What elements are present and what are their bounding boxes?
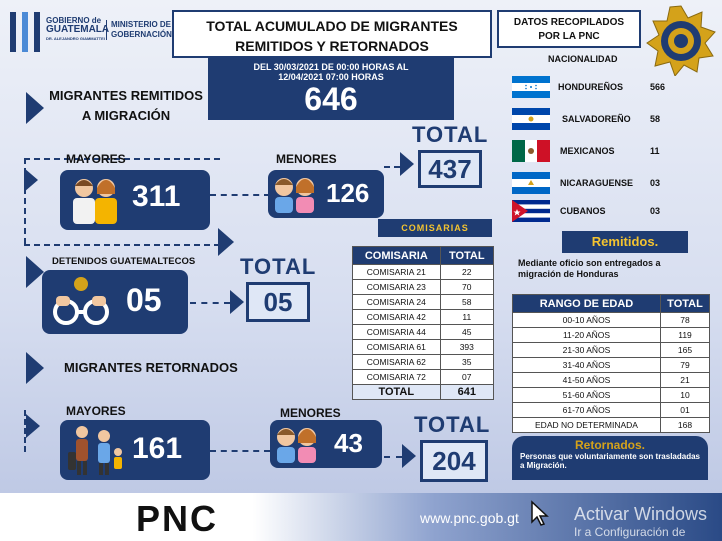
section-arrow bbox=[26, 414, 40, 438]
age-col-header: TOTAL bbox=[661, 295, 710, 313]
mexico-flag-icon bbox=[512, 140, 550, 162]
nationality-name: NICARAGUENSE bbox=[560, 178, 634, 188]
section-arrow bbox=[26, 352, 44, 384]
nationality-value: 58 bbox=[650, 114, 661, 124]
comisaria-name: COMISARIA 21 bbox=[353, 265, 441, 280]
nationality-value: 11 bbox=[650, 146, 660, 156]
comisaria-name: COMISARIA 42 bbox=[353, 310, 441, 325]
nacionalidad-title: NACIONALIDAD bbox=[548, 54, 618, 64]
age-total: 119 bbox=[661, 328, 710, 343]
honduras-flag-icon bbox=[512, 76, 550, 98]
remitidos-title-line1: MIGRANTES REMITIDOS bbox=[49, 88, 203, 103]
comisaria-total: 35 bbox=[440, 355, 493, 370]
section-arrow bbox=[230, 290, 244, 314]
ministry-line2: GOBERNACIÓN bbox=[111, 30, 172, 39]
period-box bbox=[208, 58, 454, 120]
comisaria-name: COMISARIA 24 bbox=[353, 295, 441, 310]
connector bbox=[384, 166, 400, 168]
data-source bbox=[497, 10, 641, 48]
nationality-name: CUBANOS bbox=[560, 206, 606, 216]
comisarias-total-label: TOTAL bbox=[353, 385, 441, 400]
nationality-name: HONDUREÑOS bbox=[558, 82, 624, 92]
handcuffs-icon bbox=[48, 274, 114, 330]
table-row bbox=[353, 370, 494, 385]
remitidos-total-value: 437 bbox=[418, 150, 482, 188]
table-row bbox=[353, 340, 494, 355]
comisarias-col-header: TOTAL bbox=[440, 247, 493, 265]
comisaria-total: 11 bbox=[440, 310, 493, 325]
table-row bbox=[513, 388, 710, 403]
watermark-line1: Activar Windows bbox=[574, 504, 708, 524]
table-row bbox=[513, 403, 710, 418]
nationality-row bbox=[512, 140, 712, 164]
retornados-total-label: TOTAL bbox=[414, 412, 491, 437]
main-title bbox=[172, 10, 492, 58]
connector bbox=[210, 450, 270, 452]
age-total: 168 bbox=[661, 418, 710, 433]
age-range: 41-50 AÑOS bbox=[513, 373, 661, 388]
retornados-menores-label: MENORES bbox=[280, 406, 341, 420]
government-logo bbox=[8, 10, 172, 54]
remitidos-menores-value: 126 bbox=[326, 178, 370, 208]
comisaria-total: 70 bbox=[440, 280, 493, 295]
retornados-total-value: 204 bbox=[420, 440, 488, 482]
remitidos-note-title: Remitidos. bbox=[562, 231, 688, 253]
ministry-line1: MINISTERIO DE bbox=[111, 20, 172, 29]
children-icon bbox=[270, 173, 320, 215]
age-range: 21-30 AÑOS bbox=[513, 343, 661, 358]
comisarias-table bbox=[352, 246, 494, 400]
connector bbox=[190, 302, 230, 304]
comisaria-name: COMISARIA 23 bbox=[353, 280, 441, 295]
retornados-section-label: MIGRANTES RETORNADOS bbox=[64, 360, 238, 375]
children-icon bbox=[272, 423, 322, 465]
connector bbox=[24, 244, 220, 246]
age-total: 01 bbox=[661, 403, 710, 418]
comisarias-col-header: COMISARIA bbox=[353, 247, 441, 265]
section-arrow bbox=[402, 444, 416, 468]
age-total: 21 bbox=[661, 373, 710, 388]
nationality-name: MEXICANOS bbox=[560, 146, 615, 156]
windows-watermark bbox=[574, 504, 707, 539]
comisaria-total: 45 bbox=[440, 325, 493, 340]
section-arrow bbox=[218, 228, 234, 256]
footer-pnc: PNC bbox=[136, 498, 219, 539]
age-range: 51-60 AÑOS bbox=[513, 388, 661, 403]
age-range: 61-70 AÑOS bbox=[513, 403, 661, 418]
remitidos-total-label: TOTAL bbox=[412, 122, 489, 147]
table-row bbox=[353, 325, 494, 340]
table-row bbox=[513, 418, 710, 433]
nationality-row bbox=[512, 108, 712, 132]
detenidos-total-label: TOTAL bbox=[240, 254, 317, 279]
table-row bbox=[513, 373, 710, 388]
section-arrow bbox=[400, 152, 414, 176]
connector bbox=[210, 194, 270, 196]
comisaria-name: COMISARIA 72 bbox=[353, 370, 441, 385]
data-source-line1: DATOS RECOPILADOS bbox=[513, 17, 625, 28]
grand-total: 646 bbox=[304, 81, 358, 117]
gov-logo-line1: GOBIERNO de bbox=[46, 16, 102, 25]
table-row bbox=[353, 265, 494, 280]
period-line2: 12/04/2021 07:00 HORAS bbox=[278, 72, 384, 82]
data-source-line2: POR LA PNC bbox=[538, 31, 600, 42]
remitidos-menores-panel bbox=[268, 170, 384, 218]
remitidos-mayores-value: 311 bbox=[132, 180, 181, 213]
remitidos-title-line2: A MIGRACIÓN bbox=[81, 108, 171, 123]
watermark-line2: Ir a Configuración de bbox=[574, 525, 686, 539]
government-emblem-icon bbox=[8, 12, 42, 52]
el-salvador-flag-icon bbox=[512, 108, 550, 130]
table-row bbox=[353, 295, 494, 310]
retornados-mayores-panel bbox=[60, 420, 210, 480]
detenidos-label: DETENIDOS GUATEMALTECOS bbox=[52, 256, 196, 267]
table-row bbox=[353, 310, 494, 325]
table-row bbox=[513, 313, 710, 328]
pnc-badge bbox=[645, 4, 717, 76]
nationality-row bbox=[512, 200, 712, 224]
comisaria-name: COMISARIA 61 bbox=[353, 340, 441, 355]
table-row bbox=[513, 358, 710, 373]
gov-logo-line2: GUATEMALA bbox=[46, 24, 110, 35]
comisaria-name: COMISARIA 44 bbox=[353, 325, 441, 340]
comisaria-total: 393 bbox=[440, 340, 493, 355]
remitidos-note-text: Mediante oficio son entregados a migración de Honduras bbox=[518, 258, 661, 279]
nationality-value: 03 bbox=[650, 178, 661, 188]
section-arrow bbox=[24, 168, 38, 192]
nationality-name: SALVADOREÑO bbox=[562, 114, 631, 124]
comisarias-tag: COMISARIAS bbox=[378, 219, 492, 237]
detenidos-panel bbox=[42, 270, 188, 334]
travelers-icon bbox=[64, 422, 126, 478]
footer-url[interactable]: www.pnc.gob.gt bbox=[420, 510, 519, 526]
age-total: 10 bbox=[661, 388, 710, 403]
age-range: 00-10 AÑOS bbox=[513, 313, 661, 328]
main-title-line2: REMITIDOS Y RETORNADOS bbox=[235, 38, 429, 54]
nicaragua-flag-icon bbox=[512, 172, 550, 194]
table-row bbox=[513, 328, 710, 343]
remitidos-mayores-label: MAYORES bbox=[66, 152, 126, 166]
retornados-mayores-label: MAYORES bbox=[66, 404, 126, 418]
comisaria-total: 07 bbox=[440, 370, 493, 385]
cuba-flag-icon bbox=[512, 200, 550, 222]
comisaria-total: 58 bbox=[440, 295, 493, 310]
age-total: 78 bbox=[661, 313, 710, 328]
period-line1: DEL 30/03/2021 DE 00:00 HORAS AL bbox=[253, 62, 409, 72]
retornados-note-text: Personas que voluntariamente son trasladadas a Migración. bbox=[520, 452, 700, 470]
nationality-value: 03 bbox=[650, 206, 661, 216]
age-range: 11-20 AÑOS bbox=[513, 328, 661, 343]
retornados-menores-panel bbox=[270, 420, 382, 468]
retornados-menores-value: 43 bbox=[334, 428, 363, 458]
age-total: 165 bbox=[661, 343, 710, 358]
connector bbox=[384, 456, 402, 458]
adults-icon bbox=[64, 172, 124, 228]
table-row bbox=[353, 280, 494, 295]
age-range: EDAD NO DETERMINADA bbox=[513, 418, 661, 433]
table-row bbox=[513, 343, 710, 358]
remitidos-menores-label: MENORES bbox=[276, 152, 337, 166]
main-title-line1: TOTAL ACUMULADO DE MIGRANTES bbox=[206, 18, 458, 34]
police-badge-icon bbox=[645, 4, 717, 76]
nationality-value: 566 bbox=[650, 82, 666, 92]
retornados-mayores-value: 161 bbox=[132, 432, 183, 465]
gov-logo-line3: DR. ALEJANDRO GIAMMATTEI bbox=[46, 36, 105, 41]
nationality-row bbox=[512, 76, 712, 100]
detenidos-total-value: 05 bbox=[246, 282, 310, 322]
age-col-header: RANGO DE EDAD bbox=[513, 295, 661, 313]
age-range: 31-40 AÑOS bbox=[513, 358, 661, 373]
remitidos-title bbox=[36, 86, 216, 126]
mouse-cursor-icon bbox=[528, 500, 554, 526]
age-range-table bbox=[512, 294, 710, 433]
comisaria-name: COMISARIA 62 bbox=[353, 355, 441, 370]
retornados-note bbox=[512, 436, 708, 480]
table-row bbox=[353, 355, 494, 370]
nationality-row bbox=[512, 172, 712, 196]
detenidos-value: 05 bbox=[126, 282, 162, 318]
age-total: 79 bbox=[661, 358, 710, 373]
remitidos-mayores-panel bbox=[60, 170, 210, 230]
retornados-note-title: Retornados. bbox=[574, 438, 645, 452]
comisaria-total: 22 bbox=[440, 265, 493, 280]
comisarias-total-value: 641 bbox=[440, 385, 493, 400]
